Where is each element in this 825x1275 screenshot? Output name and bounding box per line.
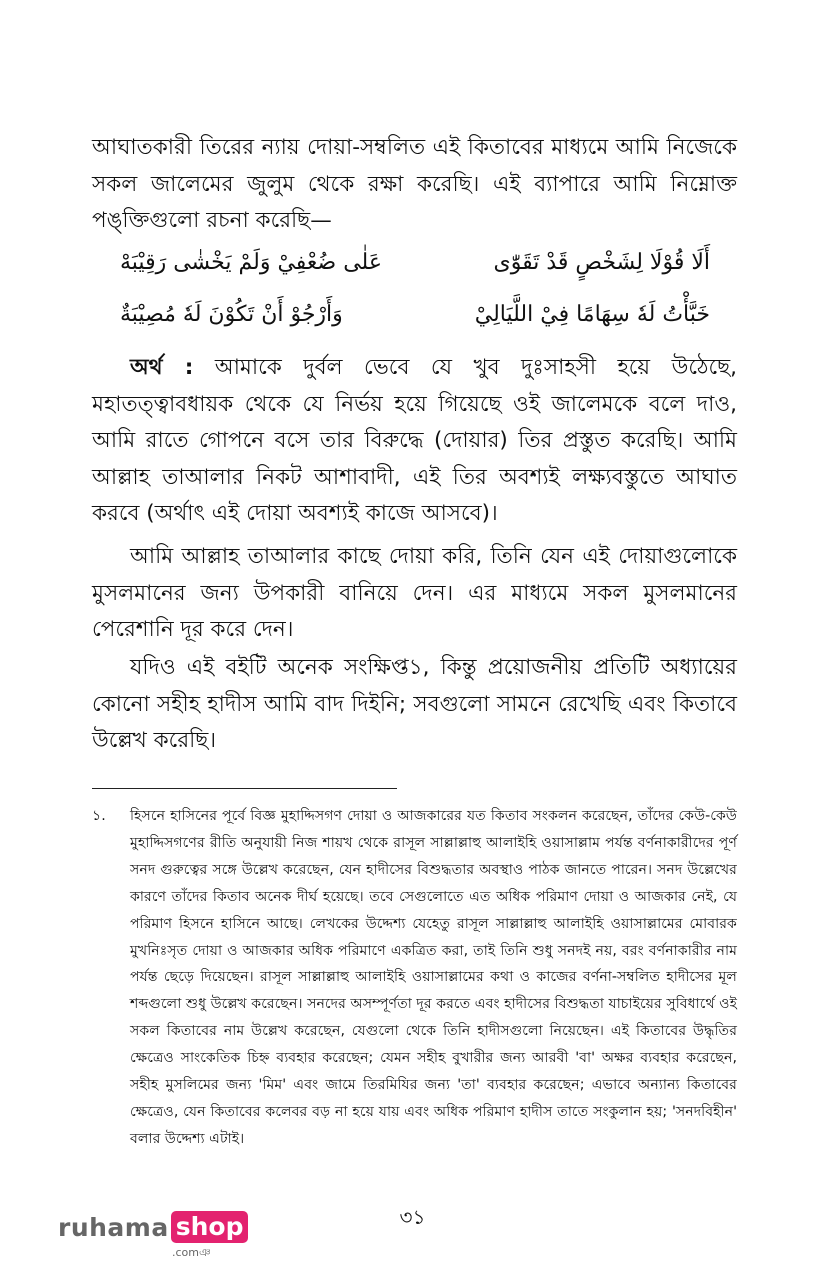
arabic-verse-line-2 (120, 302, 710, 327)
footnote-divider (92, 788, 397, 789)
page-number: ৩১ (399, 1205, 426, 1229)
verse-2-hemistich-left: وَأَرْجُوْ أَنْ تَكُوْنَ لَهٗ مُصِيْبَةٌ (120, 302, 343, 327)
logo-domain: .comঞ (172, 1246, 211, 1259)
paragraph-summary: যদিও এই বইটি অনেক সংক্ষিপ্ত১, কিন্তু প্রয়োজনীয় প্রতিটি অধ্যায়ের কোনো সহীহ হাদীস আমি বাদ দিইনি; সবগুলো সামনে রেখেছি এবং কিতাবে উল্লেখ করেছি। (92, 655, 737, 753)
logo-shop-box: shop (171, 1211, 249, 1243)
footnote-text: হিসনে হাসিনের পূর্বে বিজ্ঞ মুহাদ্দিসগণ দোয়া ও আজকারের যত কিতাব সংকলন করেছেন, তাঁদের কেউ-কেউ মুহাদ্দিসগণের রীতি অনুযায়ী নিজ শায়খ থেকে রাসূল সাল্লাল্লাহু আলাইহি ওয়াসাল্লাম পর্যন্ত বর্ণনাকারীদের পূর্ণ সনদ গুরুত্বের সঙ্গে উল্লেখ করেছেন, যেন হাদীসের বিশুদ্ধতার অবস্থাও পাঠক জানতে পারেন। সনদ উল্লেখের কারণে তাঁদের কিতাব অনেক দীর্ঘ হয়েছে। তবে সেগুলোতে এত অধিক পরিমাণ দোয়া ও আজকার নেই, যে পরিমাণ হিসনে হাসিনে আছে। লেখকের উদ্দেশ্য যেহেতু রাসূল সাল্লাল্লাহু আলাইহি ওয়াসাল্লামের মোবারক মুখনিঃসৃত দোয়া ও আজকার অধিক পরিমাণে একত্রিত করা, তাই তিনি শুধু সনদই নয়, বরং বর্ণনাকারীর নাম পর্যন্ত ছেড়ে দিয়েছেন। রাসূল সাল্লাল্লাহু আলাইহি ওয়াসাল্লামের কথা ও কাজের বর্ণনা-সম্বলিত হাদীসের মূল শব্দগুলো শুধু উল্লেখ করেছেন। সনদের অসম্পূর্ণতা দূর করতে এবং হাদীসের বিশুদ্ধতা যাচাইয়ের সুবিধার্থে ওই সকল কিতাবের নাম উল্লেখ করেছেন, যেগুলো থেকে তিনি হাদীসগুলো নিয়েছেন। এই কিতাবের উদ্ধৃতির ক্ষেত্রেও সাংকেতিক চিহ্ন ব্যবহার করেছেন; যেমন সহীহ বুখারীর জন্য আরবী 'বা' অক্ষর ব্যবহার করেছেন, সহীহ মুসলিমের জন্য 'মিম' এবং জামে তিরমিযির জন্য 'তা' ব্যবহার করেছেন; এভাবে অন্যান্য কিতাবের ক্ষেত্রেও, যেন কিতাবের কলেবর বড় না হয়ে যায় এবং অধিক পরিমাণ হাদীস তাতে সংকুলান হয়; 'সনদবিহীন' বলার উদ্দেশ্য এটাই। (130, 808, 737, 1147)
logo-word: ruhama (58, 1213, 169, 1242)
paragraph-intro: আঘাতকারী তিরের ন্যায় দোয়া-সম্বলিত এই কিতাবের মাধ্যমে আমি নিজেকে সকল জালেমের জুলুম থেকে রক্ষা করেছি। এই ব্যাপারে আমি নিম্নোক্ত পঙ্‌ক্তিগুলো রচনা করেছি— (92, 135, 737, 233)
verse-1-hemistich-left: عَلٰى ضُعْفِيْ وَلَمْ يَخْشٰى رَقِيْبَهْ (120, 250, 382, 275)
paragraph-prayer: আমি আল্লাহ তাআলার কাছে দোয়া করি, তিনি যেন এই দোয়াগুলোকে মুসলমানের জন্য উপকারী বানিয়ে দেন। এর মাধ্যমে সকল মুসলমানের পেরেশানি দূর করে দেন। (92, 544, 737, 642)
footnote (92, 803, 737, 1153)
meaning-text: আমাকে দুর্বল ভেবে যে খুব দুঃসাহসী হয়ে উঠেছে, মহাতত্ত্বাবধায়ক থেকে যে নির্ভয় হয়ে গিয়েছে ওই জালেমকে বলে দাও, আমি রাতে গোপনে বসে তার বিরুদ্ধে (দোয়ার) তির প্রস্তুত করেছি। আমি আল্লাহ তাআলার নিকট আশাবাদী, এই তির অবশ্যই লক্ষ্যবস্তুতে আঘাত করবে (অর্থাৎ এই দোয়া অবশ্যই কাজে আসবে)। (92, 355, 737, 526)
verse-2-hemistich-right: خَبَّأْتُ لَهٗ سِهَامًا فِيْ اللَّيَالِيْ (474, 302, 710, 327)
ruhamashop-logo (58, 1211, 248, 1259)
footnote-number: ১. (92, 808, 106, 824)
meaning-label: অর্থ : (130, 355, 194, 380)
arabic-verse-line-1 (120, 250, 710, 275)
paragraph-meaning (92, 350, 737, 533)
verse-1-hemistich-right: أَلَا قُوْلَا لِشَخْصٍ قَدْ تَقَوّٰى (493, 250, 710, 275)
